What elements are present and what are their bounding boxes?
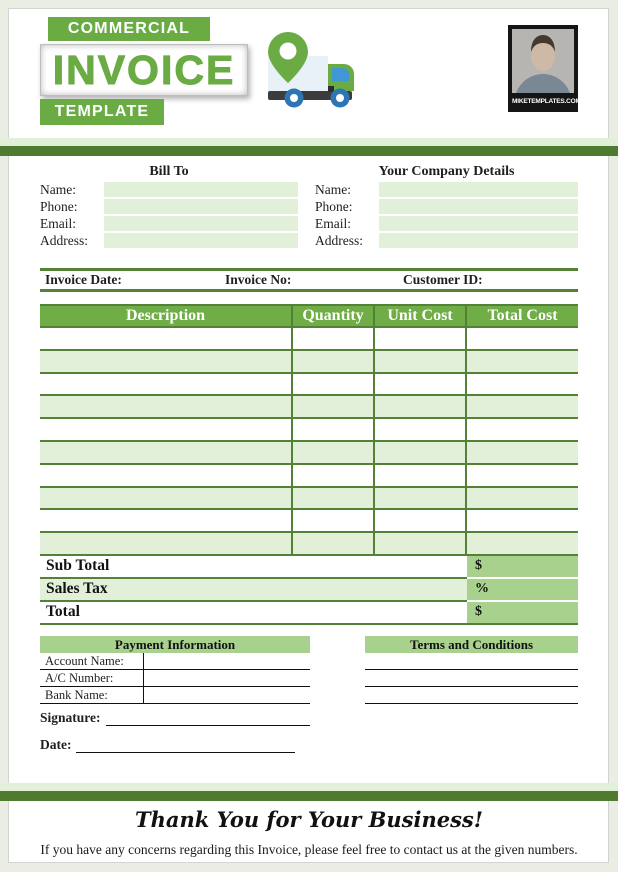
bill-to-address-field[interactable] [104, 233, 298, 248]
payment-information-section [40, 636, 310, 704]
brand-photo [508, 25, 581, 112]
invoice-date-label: Invoice Date: [45, 272, 122, 287]
bank-name-label: Bank Name: [40, 687, 144, 703]
sales-tax-value-cell[interactable]: % [467, 579, 578, 602]
item-unit-cost-cell[interactable] [375, 328, 467, 349]
item-quantity-cell[interactable] [293, 533, 375, 554]
item-unit-cost-cell[interactable] [375, 396, 467, 417]
account-name-field[interactable] [144, 653, 310, 669]
subtotal-row [40, 556, 578, 579]
item-row [40, 442, 578, 465]
item-quantity-cell[interactable] [293, 396, 375, 417]
sales-tax-row [40, 579, 578, 602]
total-label: Total [40, 602, 467, 625]
item-total-cost-cell[interactable] [467, 488, 578, 509]
item-total-cost-cell[interactable] [467, 510, 578, 531]
item-unit-cost-cell[interactable] [375, 488, 467, 509]
company-details-section [315, 164, 578, 250]
payment-row [40, 653, 310, 670]
delivery-truck-icon [256, 30, 362, 108]
date-blank-line[interactable] [76, 739, 295, 753]
item-unit-cost-cell[interactable] [375, 419, 467, 440]
item-quantity-cell[interactable] [293, 510, 375, 531]
company-email-label: Email: [315, 216, 351, 231]
bill-to-address-label: Address: [40, 233, 88, 248]
item-unit-cost-cell[interactable] [375, 533, 467, 554]
item-quantity-cell[interactable] [293, 419, 375, 440]
item-row [40, 374, 578, 397]
terms-blank-line[interactable] [365, 687, 578, 704]
account-name-label: Account Name: [40, 653, 144, 669]
company-address-label: Address: [315, 233, 363, 248]
date-label: Date: [40, 737, 72, 752]
signature-label: Signature: [40, 710, 101, 725]
separator-band-light-top [0, 138, 618, 146]
company-email-field[interactable] [379, 216, 578, 231]
item-quantity-cell[interactable] [293, 374, 375, 395]
ac-number-field[interactable] [144, 670, 310, 686]
column-description: Description [40, 306, 293, 326]
item-description-cell[interactable] [40, 510, 293, 531]
item-description-cell[interactable] [40, 419, 293, 440]
signature-blank-line[interactable] [106, 712, 310, 726]
bill-to-section [40, 164, 298, 250]
item-description-cell[interactable] [40, 465, 293, 486]
item-unit-cost-cell[interactable] [375, 442, 467, 463]
portrait-photo [512, 29, 574, 93]
item-row [40, 419, 578, 442]
invoice-meta-row [40, 268, 578, 292]
item-row [40, 510, 578, 533]
sales-tax-label: Sales Tax [40, 579, 467, 602]
item-quantity-cell[interactable] [293, 465, 375, 486]
invoice-no-label: Invoice No: [225, 272, 292, 287]
ac-number-label: A/C Number: [40, 670, 144, 686]
bill-to-title: Bill To [149, 164, 189, 179]
total-row [40, 602, 578, 625]
brand-url: MIKETEMPLATES.COM [512, 98, 581, 105]
bill-to-name-field[interactable] [104, 182, 298, 197]
company-name-label: Name: [315, 182, 351, 197]
terms-blank-line[interactable] [365, 653, 578, 670]
item-row [40, 488, 578, 511]
item-description-cell[interactable] [40, 328, 293, 349]
item-description-cell[interactable] [40, 374, 293, 395]
item-total-cost-cell[interactable] [467, 465, 578, 486]
item-unit-cost-cell[interactable] [375, 510, 467, 531]
payment-information-title: Payment Information [40, 636, 310, 653]
column-quantity: Quantity [293, 306, 375, 326]
items-table [40, 304, 578, 625]
company-phone-label: Phone: [315, 199, 353, 214]
item-total-cost-cell[interactable] [467, 442, 578, 463]
item-row [40, 533, 578, 556]
company-address-field[interactable] [379, 233, 578, 248]
item-row [40, 351, 578, 374]
terms-title: Terms and Conditions [365, 636, 578, 653]
item-quantity-cell[interactable] [293, 488, 375, 509]
separator-band-dark-top [0, 146, 618, 156]
item-quantity-cell[interactable] [293, 328, 375, 349]
item-total-cost-cell[interactable] [467, 533, 578, 554]
item-total-cost-cell[interactable] [467, 374, 578, 395]
customer-id-label: Customer ID: [403, 272, 483, 287]
terms-section [365, 636, 578, 704]
payment-row [40, 670, 310, 687]
terms-blank-line[interactable] [365, 670, 578, 687]
payment-row [40, 687, 310, 704]
company-details-title: Your Company Details [378, 164, 515, 179]
item-quantity-cell[interactable] [293, 442, 375, 463]
invoice-title: INVOICE [52, 46, 236, 93]
bill-to-email-field[interactable] [104, 216, 298, 231]
bill-to-phone-field[interactable] [104, 199, 298, 214]
date-row [40, 737, 295, 753]
item-row [40, 396, 578, 419]
item-total-cost-cell[interactable] [467, 328, 578, 349]
signature-row [40, 710, 310, 726]
item-quantity-cell[interactable] [293, 351, 375, 372]
company-name-field[interactable] [379, 182, 578, 197]
item-description-cell[interactable] [40, 488, 293, 509]
bill-to-email-label: Email: [40, 216, 76, 231]
separator-band-dark-bottom [0, 791, 618, 801]
item-unit-cost-cell[interactable] [375, 465, 467, 486]
bill-to-phone-label: Phone: [40, 199, 78, 214]
separator-band-light-bottom [0, 783, 618, 791]
item-unit-cost-cell[interactable] [375, 351, 467, 372]
item-total-cost-cell[interactable] [467, 396, 578, 417]
invoice-title-box [40, 44, 248, 96]
item-description-cell[interactable] [40, 351, 293, 372]
header-subtitle-badge: TEMPLATE [40, 99, 164, 125]
total-value-cell[interactable]: $ [467, 602, 578, 625]
column-total-cost: Total Cost [487, 307, 558, 324]
item-description-cell[interactable] [40, 396, 293, 417]
bank-name-field[interactable] [144, 687, 310, 703]
bill-to-name-label: Name: [40, 182, 76, 197]
item-description-cell[interactable] [40, 533, 293, 554]
item-total-cost-cell[interactable] [467, 419, 578, 440]
items-table-header [40, 304, 578, 328]
item-row [40, 465, 578, 488]
footer-note: If you have any concerns regarding this Invoice, please feel free to contact us at the given numbers. [40, 842, 578, 857]
item-unit-cost-cell[interactable] [375, 374, 467, 395]
thank-you-message: Thank You for Your Business! [135, 807, 483, 832]
subtotal-label: Sub Total [40, 556, 467, 579]
header-kicker-badge: COMMERCIAL [48, 17, 210, 41]
item-row [40, 328, 578, 351]
item-total-cost-cell[interactable] [467, 351, 578, 372]
item-description-cell[interactable] [40, 442, 293, 463]
subtotal-value-cell[interactable]: $ [467, 556, 578, 579]
column-unit-cost: Unit Cost [375, 306, 467, 326]
company-phone-field[interactable] [379, 199, 578, 214]
